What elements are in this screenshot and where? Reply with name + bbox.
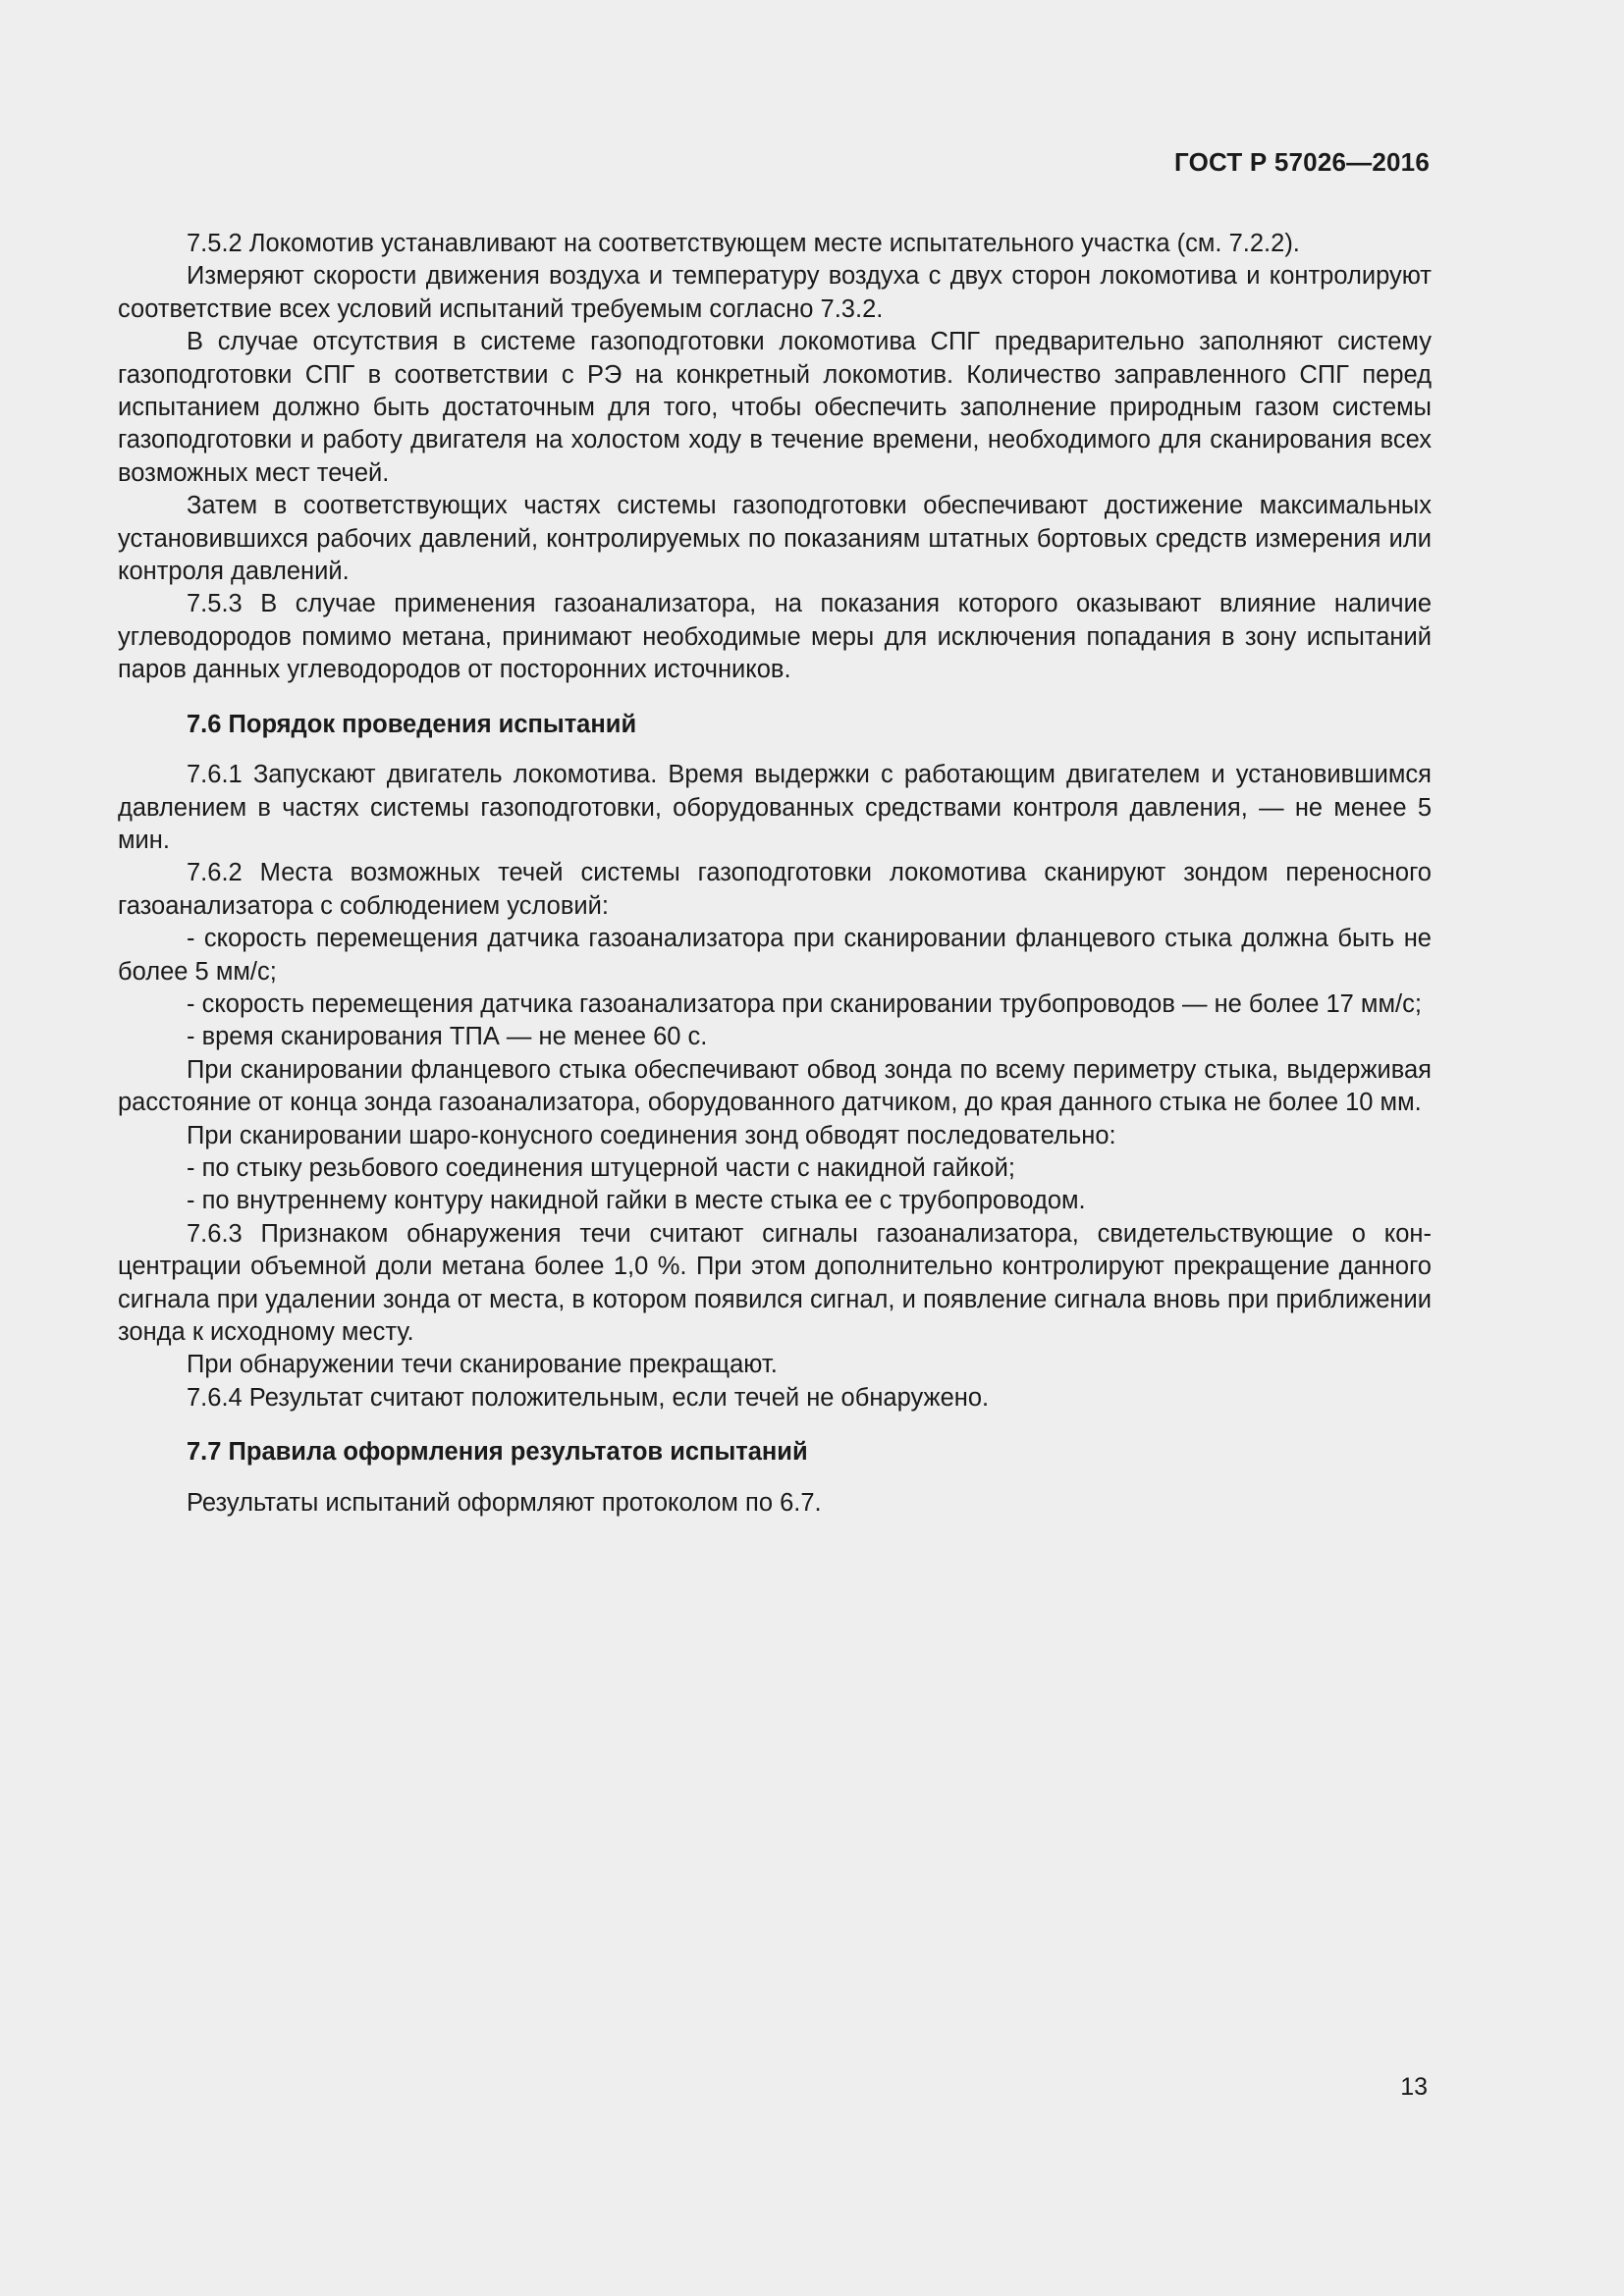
paragraph-7-5-3: 7.5.3 В случае применения газоанализатора, на показания которого оказывают влияние наличие углеводородов помимо метана, принимают необходимые меры для исключения попадания в зону испытаний паров данных углеводородов от посторонних источников. bbox=[118, 590, 1432, 684]
document-designation: ГОСТ Р 57026—2016 bbox=[1174, 147, 1430, 177]
paragraph-7-5-2-lng-fill: В случае отсутствия в системе газоподготовки локомотива СПГ предварительно заполняют систему газоподготовки СПГ в соответствии с РЭ на конкретный локомотив. Количество заправленного СПГ перед испытанием должно быть достаточным для того, чтобы обеспечить заполнение природным газом системы газоподготовки и работу двигателя на холостом ходу в течение времени, необходимого для сканирования всех возможных мест течей. bbox=[118, 328, 1432, 487]
paragraph-7-6-4: 7.6.4 Результат считают положительным, если течей не обнаружено. bbox=[187, 1383, 990, 1412]
document-body bbox=[118, 228, 1432, 1520]
list-item-nut-contour: - по внутреннему контуру накидной гайки в месте стыка ее с трубопроводом. bbox=[187, 1187, 1086, 1215]
paragraph-7-5-2-pressure: Затем в соответствующих частях системы газоподготовки обеспечивают достижение максимальных установившихся рабочих давлений, контролируемых по показаниям штатных бортовых средств измерения или контроля давлений. bbox=[118, 492, 1432, 586]
paragraph-7-6-1: 7.6.1 Запускают двигатель локомотива. Время выдержки с работающим двигателем и установившимся давлением в частях системы газоподготовки, оборудованных средствами контроля давления, — не менее 5 мин. bbox=[118, 761, 1432, 854]
page-number: 13 bbox=[1400, 2073, 1428, 2101]
list-item-flange-speed: - скорость перемещения датчика газоанализатора при сканировании фланцевого стыка должна быть не более 5 мм/с; bbox=[118, 925, 1432, 986]
list-item-thread-joint: - по стыку резьбового соединения штуцерной части с накидной гайкой; bbox=[187, 1153, 1015, 1182]
section-heading-7-6: 7.6 Порядок проведения испытаний bbox=[187, 710, 637, 738]
paragraph-7-5-2-air-speed: Измеряют скорости движения воздуха и температуру воздуха с двух сторон локомотива и контролируют соответствие всех условий испытаний требуемым согласно 7.3.2. bbox=[118, 262, 1432, 323]
list-item-pipe-speed: - скорость перемещения датчика газоанализатора при сканировании трубопроводов — не более 17 мм/с; bbox=[187, 989, 1422, 1018]
list-item-tpa-time: - время сканирования ТПА — не менее 60 с. bbox=[187, 1023, 708, 1051]
paragraph-ball-cone-scan: При сканировании шаро-конусного соединения зонд обводят последовательно: bbox=[187, 1121, 1116, 1149]
paragraph-7-7: Результаты испытаний оформляют протоколом по 6.7. bbox=[187, 1488, 822, 1517]
paragraph-flange-scan: При сканировании фланцевого стыка обеспечивают обвод зонда по всему периметру стыка, выдерживая расстояние от конца зонда газоанализатора, оборудованного датчиком, до края данного стыка не более 10 мм. bbox=[118, 1055, 1432, 1117]
paragraph-7-6-2: 7.6.2 Места возможных течей системы газоподготовки локомотива сканируют зондом переносного газоанализатора с соблюдением условий: bbox=[118, 859, 1432, 920]
paragraph-7-6-3: 7.6.3 Признаком обнаружения течи считают сигналы газоанализатора, свидетельствующие о концентрации объемной доли метана более 1,0 %. При этом дополнительно контролируют прекращение данного сигнала при удалении зонда от места, в котором появился сигнал, и появление сигнала вновь при приближении зонда к исходному месту. bbox=[118, 1219, 1432, 1346]
section-heading-7-7: 7.7 Правила оформления результатов испытаний bbox=[187, 1438, 808, 1467]
paragraph-7-5-2: 7.5.2 Локомотив устанавливают на соответствующем месте испытательного участка (см. 7.2.2). bbox=[187, 230, 1300, 257]
paragraph-leak-stop: При обнаружении течи сканирование прекращают. bbox=[187, 1351, 778, 1379]
